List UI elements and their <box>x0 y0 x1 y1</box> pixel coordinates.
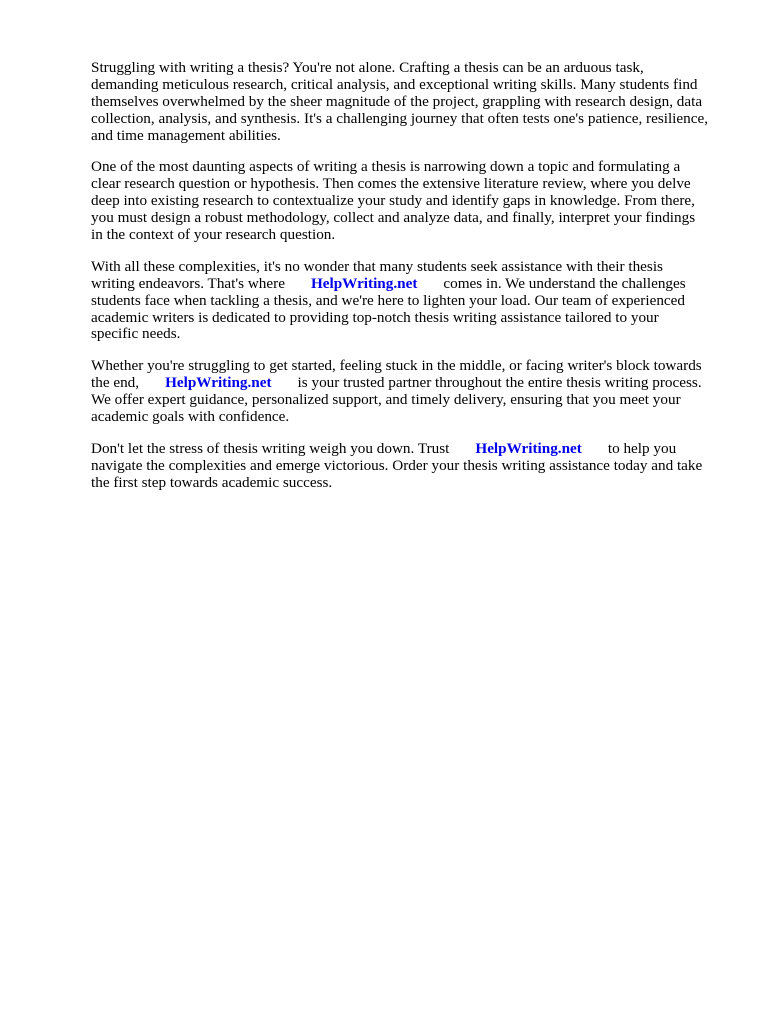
document-body <box>91 60 731 507</box>
text-segment: Don't let the stress of thesis writing weigh you down. Trust <box>91 439 450 457</box>
text-segment: is your trusted partner throughout the entire thesis writing process. <box>297 374 702 392</box>
text-line: themselves overwhelmed by the sheer magnitude of the project, grappling with research design, data <box>91 92 703 110</box>
helpwriting-link[interactable]: HelpWriting.net <box>475 439 582 457</box>
text-segment: the end, <box>91 374 140 392</box>
text-line: With all these complexities, it's no wonder that many students seek assistance with their thesis <box>91 257 663 275</box>
text-line: you must design a robust methodology, collect and analyze data, and finally, interpret your findings <box>91 209 696 227</box>
text-line: academic goals with confidence. <box>91 408 290 426</box>
text-line-with-link <box>91 276 731 293</box>
helpwriting-link[interactable]: HelpWriting.net <box>310 274 418 292</box>
paragraph-intro <box>91 60 731 144</box>
text-line: We offer expert guidance, personalized support, and timely delivery, ensuring that you meet your <box>91 391 681 409</box>
text-line: Struggling with writing a thesis? You're not alone. Crafting a thesis can be an arduous task, <box>91 59 644 76</box>
text-line: One of the most daunting aspects of writing a thesis is narrowing down a topic and formulating a <box>91 158 681 176</box>
paragraph-challenges <box>91 159 731 243</box>
text-line: academic writers is dedicated to providing top-notch thesis writing assistance tailored to your <box>91 308 659 326</box>
text-line: the first step towards academic success. <box>91 473 333 491</box>
text-line: in the context of your research question. <box>91 226 336 244</box>
helpwriting-link[interactable]: HelpWriting.net <box>165 374 272 392</box>
text-line: collection, analysis, and synthesis. It's a challenging journey that often tests one's patience, resilience, <box>91 109 709 127</box>
text-line: demanding meticulous research, critical analysis, and exceptional writing skills. Many students find <box>91 75 698 93</box>
text-line-with-link <box>91 441 731 458</box>
text-segment: comes in. We understand the challenges <box>443 274 686 292</box>
text-line: navigate the complexities and emerge victorious. Order your thesis writing assistance today and take <box>91 456 703 474</box>
text-line: Whether you're struggling to get started, feeling stuck in the middle, or facing writer's block towards <box>91 357 702 375</box>
paragraph-assistance <box>91 259 731 343</box>
text-line: deep into existing research to contextualize your study and identify gaps in knowledge. From there, <box>91 192 695 210</box>
text-line: specific needs. <box>91 325 181 343</box>
text-line: clear research question or hypothesis. Then comes the extensive literature review, where you delve <box>91 175 691 193</box>
text-line: students face when tackling a thesis, and we're here to lighten your load. Our team of experienced <box>91 291 685 309</box>
text-line-with-link <box>91 375 731 392</box>
text-segment: to help you <box>607 439 677 457</box>
paragraph-partner <box>91 358 731 426</box>
paragraph-call-to-action <box>91 441 731 492</box>
text-line: and time management abilities. <box>91 126 281 144</box>
text-segment: writing endeavors. That's where <box>91 274 285 292</box>
